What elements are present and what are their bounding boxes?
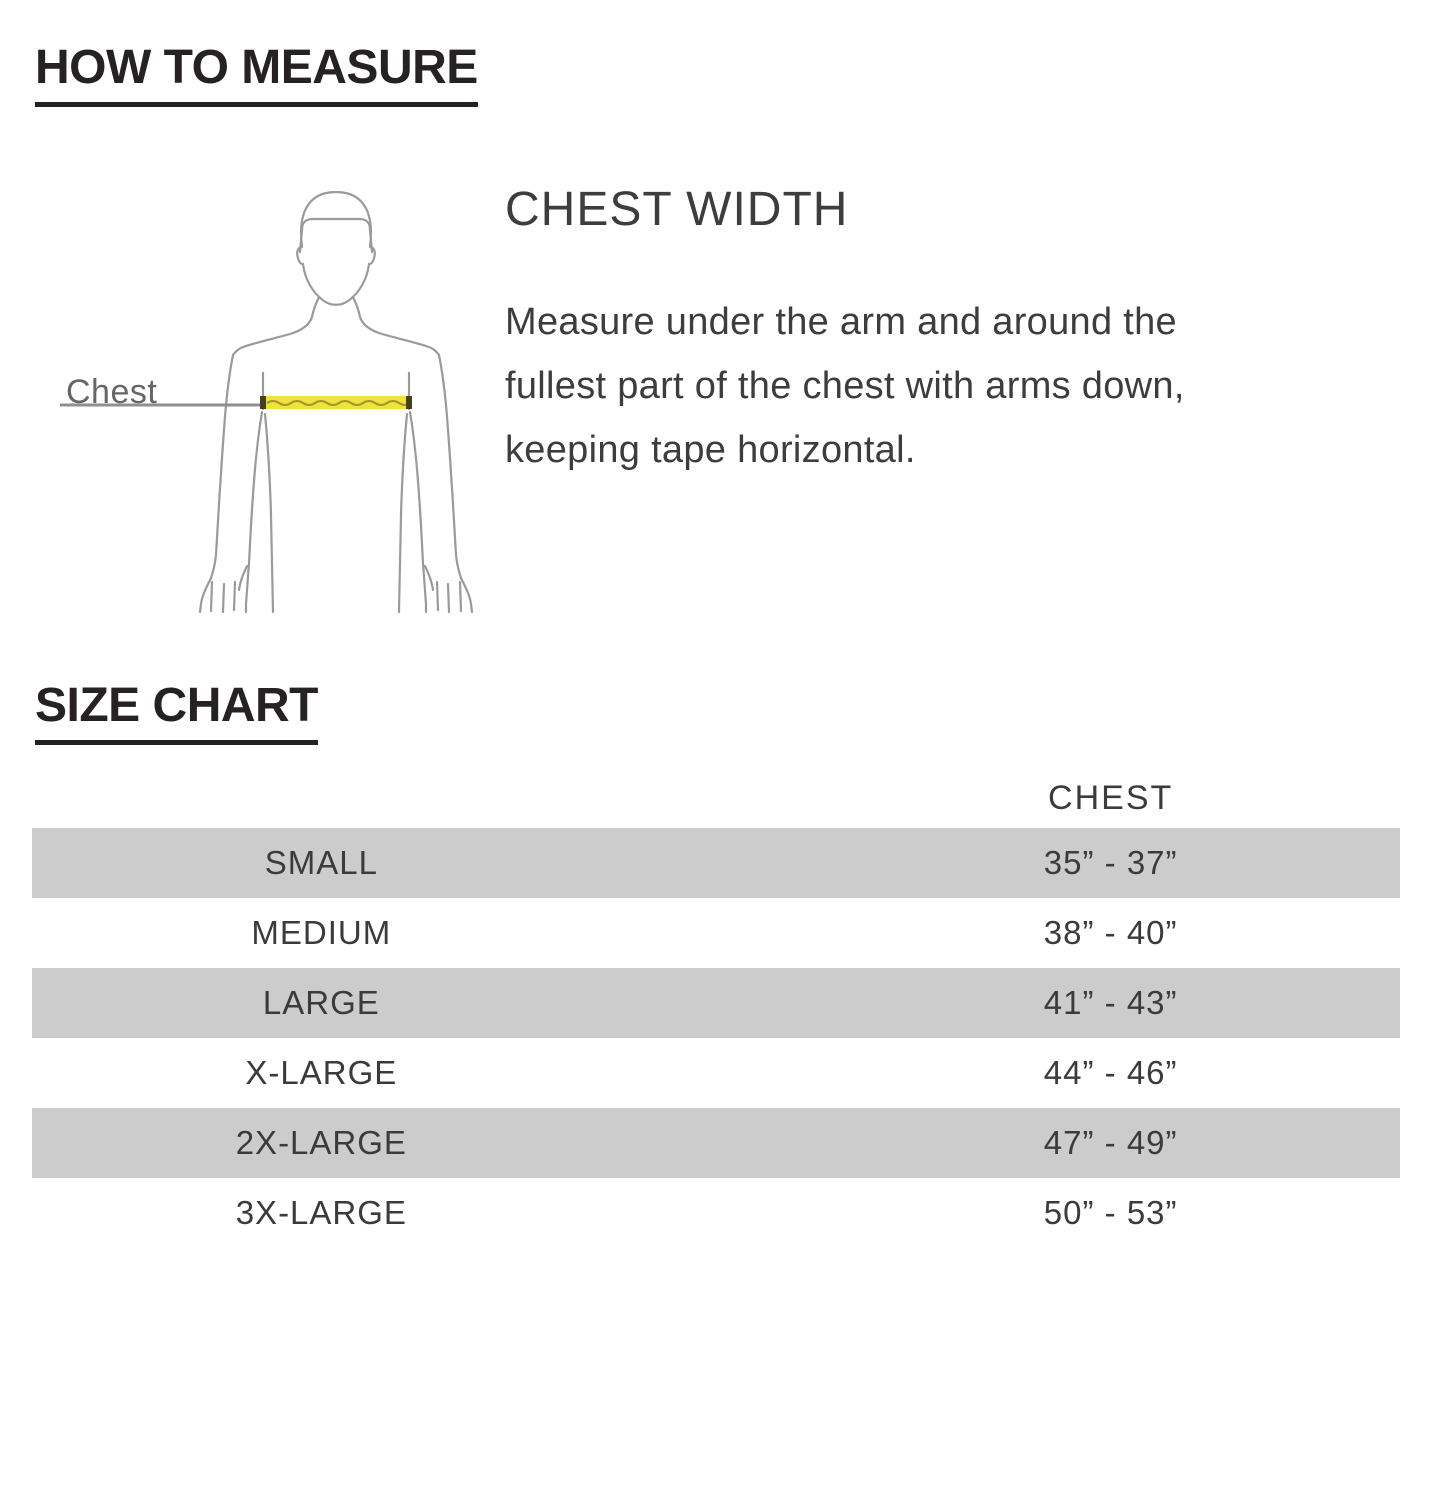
- table-row: [32, 968, 1400, 1038]
- table-row: [32, 1178, 1400, 1248]
- chest-cell: 44” - 46”: [1043, 1054, 1178, 1091]
- table-row: [32, 898, 1400, 968]
- size-cell: LARGE: [262, 984, 380, 1021]
- size-cell: X-LARGE: [245, 1054, 398, 1091]
- measurement-diagram: [30, 185, 530, 625]
- table-header-row: [32, 768, 1400, 828]
- instruction-line: Measure under the arm and around the: [505, 301, 1177, 343]
- size-chart-table: [32, 768, 1400, 1248]
- chest-cell: 35” - 37”: [1043, 844, 1178, 881]
- measure-instructions: [505, 290, 1185, 482]
- chest-cell: 50” - 53”: [1043, 1194, 1178, 1231]
- chest-column-header: CHEST: [1048, 778, 1174, 817]
- chest-width-heading: CHEST WIDTH: [505, 183, 849, 236]
- instruction-line: keeping tape horizontal.: [505, 429, 916, 471]
- size-chart-heading: SIZE CHART: [35, 682, 318, 745]
- tape-end-right: [406, 396, 412, 409]
- chest-cell: 38” - 40”: [1043, 914, 1178, 951]
- measuring-tape: [260, 396, 412, 409]
- size-cell: SMALL: [264, 844, 378, 881]
- table-row: [32, 828, 1400, 898]
- chest-cell: 41” - 43”: [1043, 984, 1178, 1021]
- size-cell: MEDIUM: [251, 914, 392, 951]
- table-row: [32, 1108, 1400, 1178]
- size-cell: 3X-LARGE: [235, 1194, 407, 1231]
- size-cell: 2X-LARGE: [235, 1124, 407, 1161]
- table-row: [32, 1038, 1400, 1108]
- tape-end-left: [260, 396, 266, 409]
- instruction-line: fullest part of the chest with arms down,: [505, 365, 1185, 407]
- body-outline-figure: [30, 185, 530, 625]
- how-to-measure-heading: HOW TO MEASURE: [35, 44, 478, 107]
- chest-cell: 47” - 49”: [1043, 1124, 1178, 1161]
- chest-label: Chest: [66, 373, 158, 411]
